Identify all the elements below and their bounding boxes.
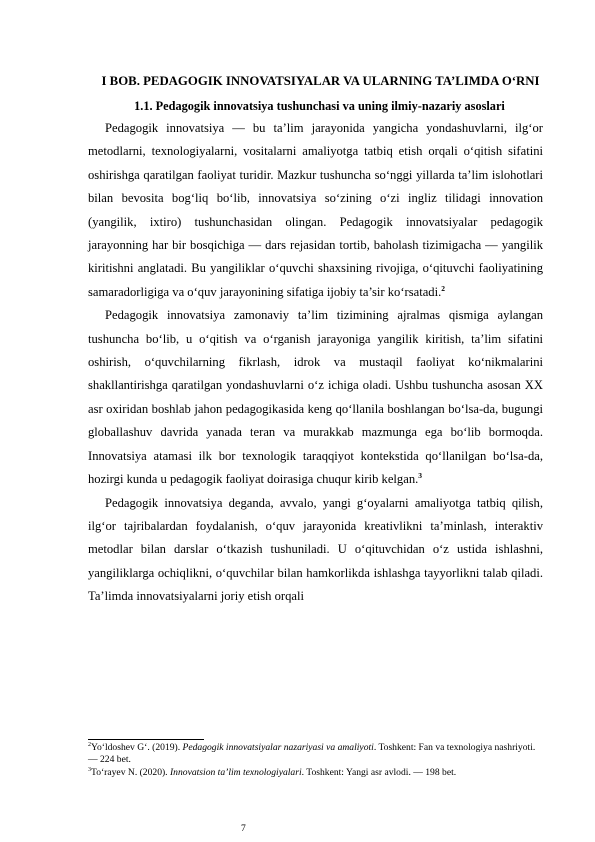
page-number: 7 <box>241 823 246 834</box>
footnote-publisher: . Toshkent: Yangi asr avlodi. — 198 bet. <box>301 767 457 779</box>
footnote-2 <box>88 742 545 766</box>
section-title: 1.1. Pedagogik innovatsiya tushunchasi va uning ilmiy-nazariy asoslari <box>134 99 505 113</box>
paragraph-1 <box>88 117 543 304</box>
paragraph-3 <box>88 492 543 609</box>
footnote-title: Innovatsion ta’lim texnologiyalari <box>169 767 302 779</box>
footnote-mark: 2 <box>88 741 91 748</box>
paragraph-2 <box>88 304 543 491</box>
footnote-author: To‘rayev N. (2020). <box>91 767 170 779</box>
footnote-separator <box>88 739 204 740</box>
paragraph-text: Pedagogik innovatsiya deganda, avvalo, yangi g‘oyalarni amaliyotga tatbiq qilish, ilg‘or tajribalardan foydalanish, o‘quv jarayonida kreativlikni ta’minlash, interaktiv metodlar bilan darslar o‘tkazish tushuniladi. U o‘qituvchidan o‘z ustida ishlashni, yangiliklarga ochiqlikni, o‘quvchilar bilan hamkorlikda ishlashga tayyorlikni talab qiladi. Ta’limda innovatsiyalarni joriy etish orqali <box>88 495 543 604</box>
footnote-publisher: . Toshkent: Fan va texnologiya nashriyoti. — 224 bet. <box>88 742 536 766</box>
paragraph-text: Pedagogik innovatsiya — bu ta’lim jarayonida yangicha yondashuvlarni, ilg‘or metodlarni, texnologiyalarni, vositalarni amaliyotga tatbiq etish orqali o‘qitish sifatini oshirishga qaratilgan faoliyat turidir. Mazkur tushuncha so‘nggi yillarda ta’lim islohotlari bilan bevosita bog‘liq bo‘lib, innovatsiya so‘zining o‘zi ingliz tilidagi innovation (yangilik, ixtiro) tushunchasidan olingan. Pedagogik innovatsiyalar pedagogik jarayonning har bir bosqichiga — dars rejasidan tortib, baholash tizimigacha — yangilik kiritishni anglatadi. Bu yangiliklar o‘quvchi shaxsining rivojiga, o‘qituvchi faoliyatining samaradorligiga va o‘quv jarayonining sifatiga ijobiy ta’sir ko‘rsatadi. <box>88 121 543 299</box>
footnote-reference[interactable]: 2 <box>441 283 445 293</box>
footnote-reference[interactable]: 3 <box>418 470 423 480</box>
footnote-mark: 3 <box>88 767 91 774</box>
page-body <box>88 70 543 609</box>
chapter-title: I BOB. PEDAGOGIK INNOVATSIYALAR VA ULARNING TA’LIMDA O‘RNI <box>101 74 540 88</box>
paragraph-text: Pedagogik innovatsiya zamonaviy ta’lim tizimining ajralmas qismiga aylangan tushuncha bo‘lib, u o‘qitish va o‘rganish jarayoniga yangilik kiritish, ta’lim sifatini oshirish, o‘quvchilarning fikrlash, idrok va mustaqil faoliyat ko‘nikmalarini shakllantirishga qaratilgan yondashuvlarni o‘z ichiga oladi. Ushbu tushuncha asosan XX asr oxiridan boshlab jahon pedagogikasida keng qo‘llanila boshlangan bo‘lsa-da, bugungi globallashuv davrida yanada teran va murakkab mazmunga ega bo‘lib bormoqda. Innovatsiya atamasi ilk bor texnologik taraqqiyot kontekstida qo‘llanilgan bo‘lsa-da, hozirgi kunda u pedagogik faoliyat doirasiga chuqur kirib kelgan. <box>88 308 543 487</box>
footnote-3 <box>88 767 545 779</box>
footnote-title: Pedagogik innovatsiyalar nazariyasi va amaliyoti <box>182 742 374 753</box>
footnotes <box>88 742 545 781</box>
footnote-author: Yo‘ldoshev G‘. (2019). <box>91 742 183 753</box>
